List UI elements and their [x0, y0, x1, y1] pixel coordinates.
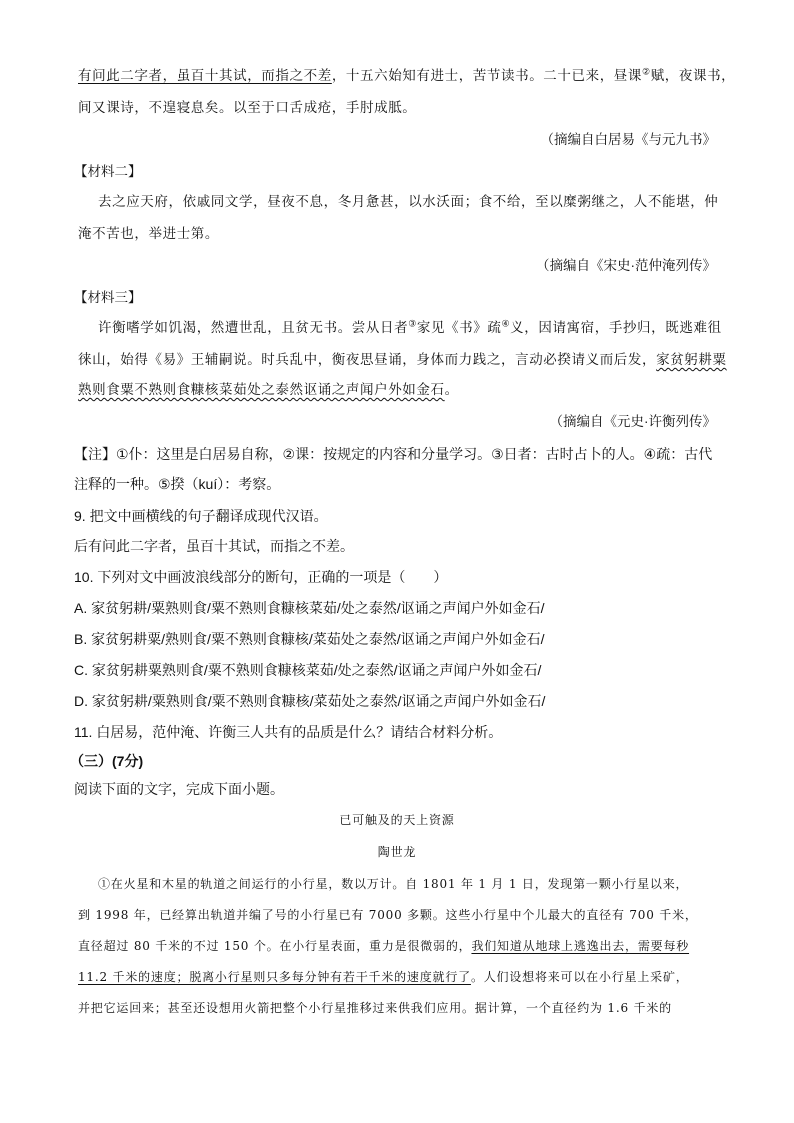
underlined-sentence-article-1: 我们知道从地球上逃逸出去，需要每秒 — [471, 939, 690, 953]
m2-heading: 【材料二】 — [74, 164, 142, 179]
m1-line-1: 有问此二字者，虽百十其试，而指之不差，十五六始知有进士，苦节读书。二十已来，昼课②赋，夜课书， — [78, 67, 736, 84]
question-9: 9. 把文中画横线的句子翻译成现代汉语。 — [74, 508, 328, 524]
wavy-underline-part-1: 家贫躬耕粟 — [656, 352, 727, 368]
section-3-heading: （三）(7分) — [70, 753, 144, 769]
m2-source: （摘编自《宋史·范仲淹列传》 — [536, 258, 716, 273]
m3-heading: 【材料三】 — [74, 290, 142, 305]
m3-line-3: 熟则食粟不熟则食糠核菜茹处之泰然讴诵之声闻户外如金石。 — [78, 382, 459, 398]
m3-source: （摘编自《元史·许衡列传》 — [549, 414, 716, 429]
underlined-sentence-article-2: 11.2 千米的速度；脱离小行星则只多每分钟有若干千米的速度就行了 — [78, 970, 471, 984]
article-p1-line-2: 到 1998 年，已经算出轨道并编了号的小行星已有 7000 多颗。这些小行星中个儿最大的直径有 700 千米， — [78, 908, 698, 922]
article-author: 陶世龙 — [377, 845, 417, 859]
option-c: C. 家贫躬耕粟熟则食/粟不熟则食糠核菜茹/处之泰然/讴诵之声闻户外如金石/ — [74, 662, 542, 678]
note-line-2: 注释的一种。⑤揆（kuí）：考察。 — [74, 476, 281, 492]
article-p1-line-4: 11.2 千米的速度；脱离小行星则只多每分钟有若干千米的速度就行了。人们设想将来可以在小行星上采矿， — [78, 970, 689, 984]
option-d: D. 家贫躬耕/粟熟则食/粟不熟则食糠核/菜茹处之泰然/讴诵之声闻户外如金石/ — [74, 693, 546, 709]
m2-line-2: 淹不苦也，举进士第。 — [78, 226, 219, 242]
note-line-1: 【注】①仆：这里是白居易自称，②课：按规定的内容和分量学习。③日者：古时占卜的人。④疏：古代 — [74, 446, 713, 462]
question-10: 10. 下列对文中画波浪线部分的断句，正确的一项是（ ） — [74, 569, 448, 585]
m3-line-2: 徕山，始得《易》王辅嗣说。时兵乱中，衡夜思昼诵，身体而力践之，言动必揆请义而后发，家贫躬耕粟 — [78, 352, 727, 368]
article-p1-line-5: 并把它运回来；甚至还设想用火箭把整个小行星推移过来供我们应用。据计算，一个直径约为 1.6 千米的 — [78, 1001, 672, 1015]
option-a: A. 家贫躬耕/粟熟则食/粟不熟则食糠核菜茹/处之泰然/讴诵之声闻户外如金石/ — [74, 600, 545, 616]
wavy-underline-part-2: 熟则食粟不熟则食糠核菜茹处之泰然讴诵之声闻户外如金石 — [78, 382, 445, 398]
m1-source: （摘编自白居易《与元九书》 — [540, 132, 716, 147]
section-3-instruction: 阅读下面的文字，完成下面小题。 — [74, 781, 284, 797]
underlined-sentence: 有问此二字者，虽百十其试，而指之不差 — [78, 68, 332, 84]
m3-line-1: 许衡嗜学如饥渴，然遭世乱，且贫无书。尝从日者③家见《书》疏④义，因请寓宿，手抄归，既逃难徂 — [98, 319, 722, 336]
article-p1-line-3: 直径超过 80 千米的不过 150 个。在小行星表面，重力是很微弱的，我们知道从地球上逃逸出去，需要每秒 — [78, 939, 690, 953]
m2-line-1: 去之应天府，依戚同文学，昼夜不息，冬月惫甚，以水沃面；食不给，至以糜粥继之，人不能堪，仲 — [98, 194, 719, 210]
question-9-sentence: 后有问此二字者，虽百十其试，而指之不差。 — [74, 538, 354, 554]
article-title: 已可触及的天上资源 — [339, 813, 455, 827]
article-p1-line-1: ①在火星和木星的轨道之间运行的小行星，数以万计。自 1801 年 1 月 1 日，发现第一颗小行星以来， — [98, 877, 689, 891]
question-11: 11. 白居易，范仲淹、许衡三人共有的品质是什么？请结合材料分析。 — [74, 724, 503, 740]
m1-line-2: 间又课诗，不遑寝息矣。以至于口舌成疮，手肘成胝。 — [78, 100, 417, 116]
option-b: B. 家贫躬耕粟/熟则食/粟不熟则食糠核/菜茹处之泰然/讴诵之声闻户外如金石/ — [74, 631, 545, 647]
